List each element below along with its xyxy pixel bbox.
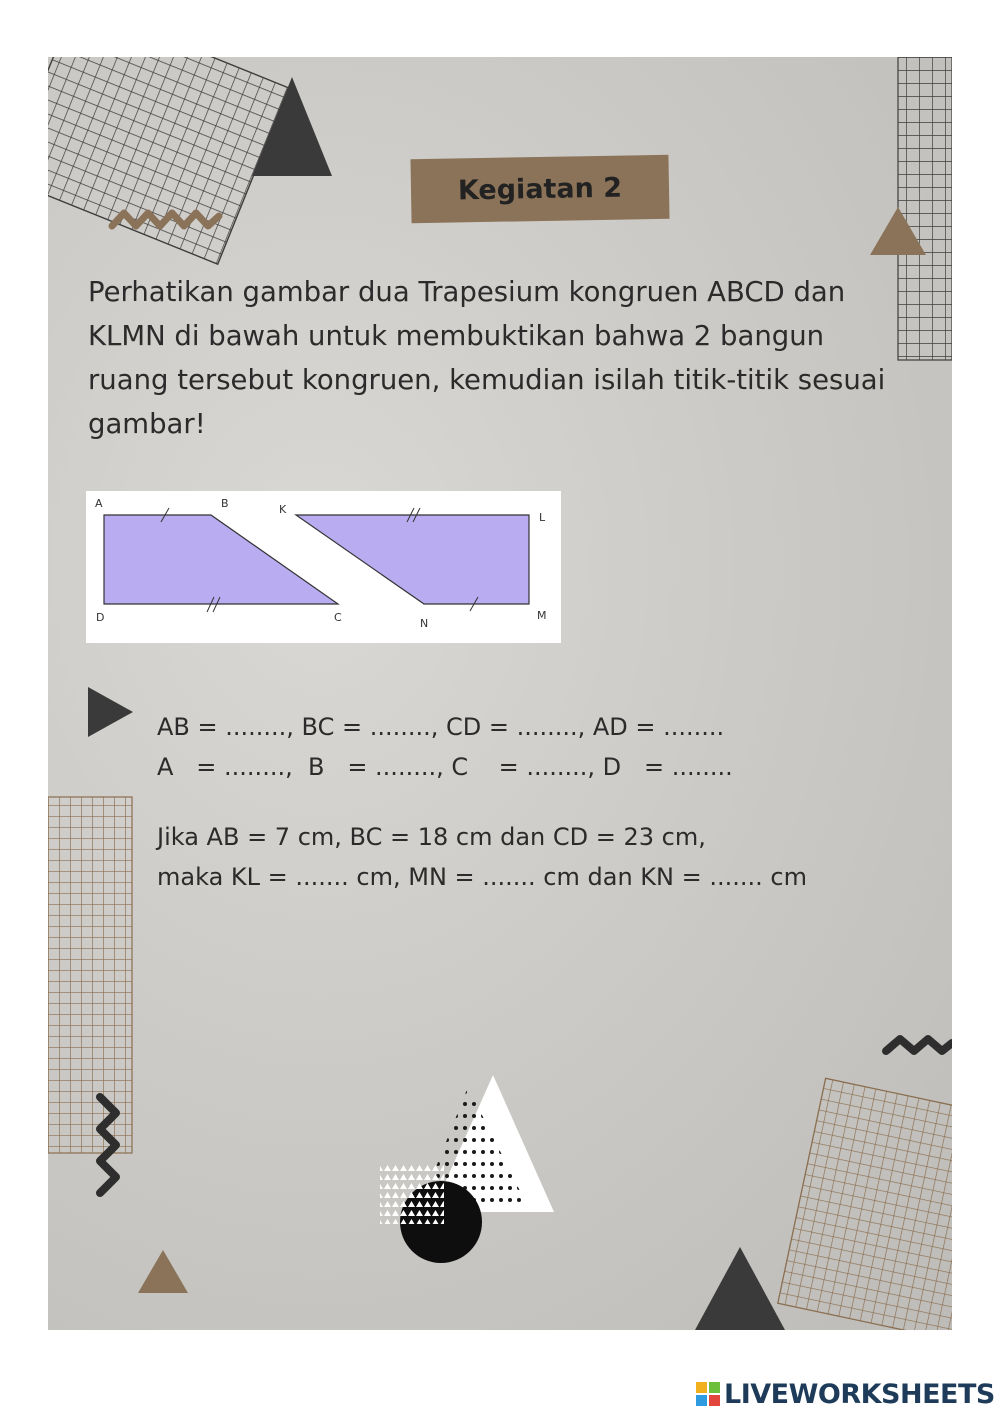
- brand-footer: [696, 1376, 995, 1412]
- grid-bottom-right: [778, 1078, 952, 1330]
- question-block: [157, 707, 807, 897]
- grid-top-right: [898, 57, 952, 360]
- label-l: L: [539, 511, 546, 524]
- trapezoid-figure: [86, 491, 561, 643]
- grid-top-left: [48, 57, 289, 264]
- decorations: [48, 57, 952, 1330]
- question-sides: AB = ........, BC = ........, CD = ........, AD = ........: [157, 713, 725, 741]
- question-given: Jika AB = 7 cm, BC = 18 cm dan CD = 23 cm,: [157, 823, 706, 851]
- worksheet-page: [48, 57, 952, 1330]
- label-c: C: [334, 611, 342, 624]
- label-m: M: [537, 609, 547, 622]
- page-title: Kegiatan 2: [457, 172, 623, 206]
- instruction-text: Perhatikan gambar dua Trapesium kongruen ABCD dan KLMN di bawah untuk membuktikan bahwa 2 bangun ruang tersebut kongruen, kemudian isilah titik-titik sesuai gambar!: [88, 276, 886, 440]
- white-triangle-pattern: [380, 1162, 444, 1224]
- trapezoid-drawing: [86, 491, 561, 643]
- label-d: D: [96, 611, 105, 624]
- question-find: maka KL = ....... cm, MN = ....... cm dan KN = ....... cm: [157, 863, 807, 891]
- title-banner: [410, 155, 669, 223]
- triangle-bottom-right: [695, 1247, 785, 1330]
- trapezoid-abcd: [104, 515, 338, 604]
- triangle-bottom-left: [138, 1250, 188, 1293]
- grid-left: [48, 797, 132, 1153]
- bullet-triangle: [88, 687, 133, 737]
- label-a: A: [95, 497, 103, 510]
- question-angles: A = ........, B = ........, C = ........, D = ........: [157, 753, 733, 781]
- label-n: N: [420, 617, 429, 630]
- liveworksheets-logo-icon: [696, 1382, 720, 1406]
- label-k: K: [279, 503, 287, 516]
- brand-name: LIVEWORKSHEETS: [724, 1378, 995, 1410]
- trapezoid-klmn: [296, 515, 529, 604]
- zigzag-right: [886, 1039, 952, 1051]
- label-b: B: [221, 497, 229, 510]
